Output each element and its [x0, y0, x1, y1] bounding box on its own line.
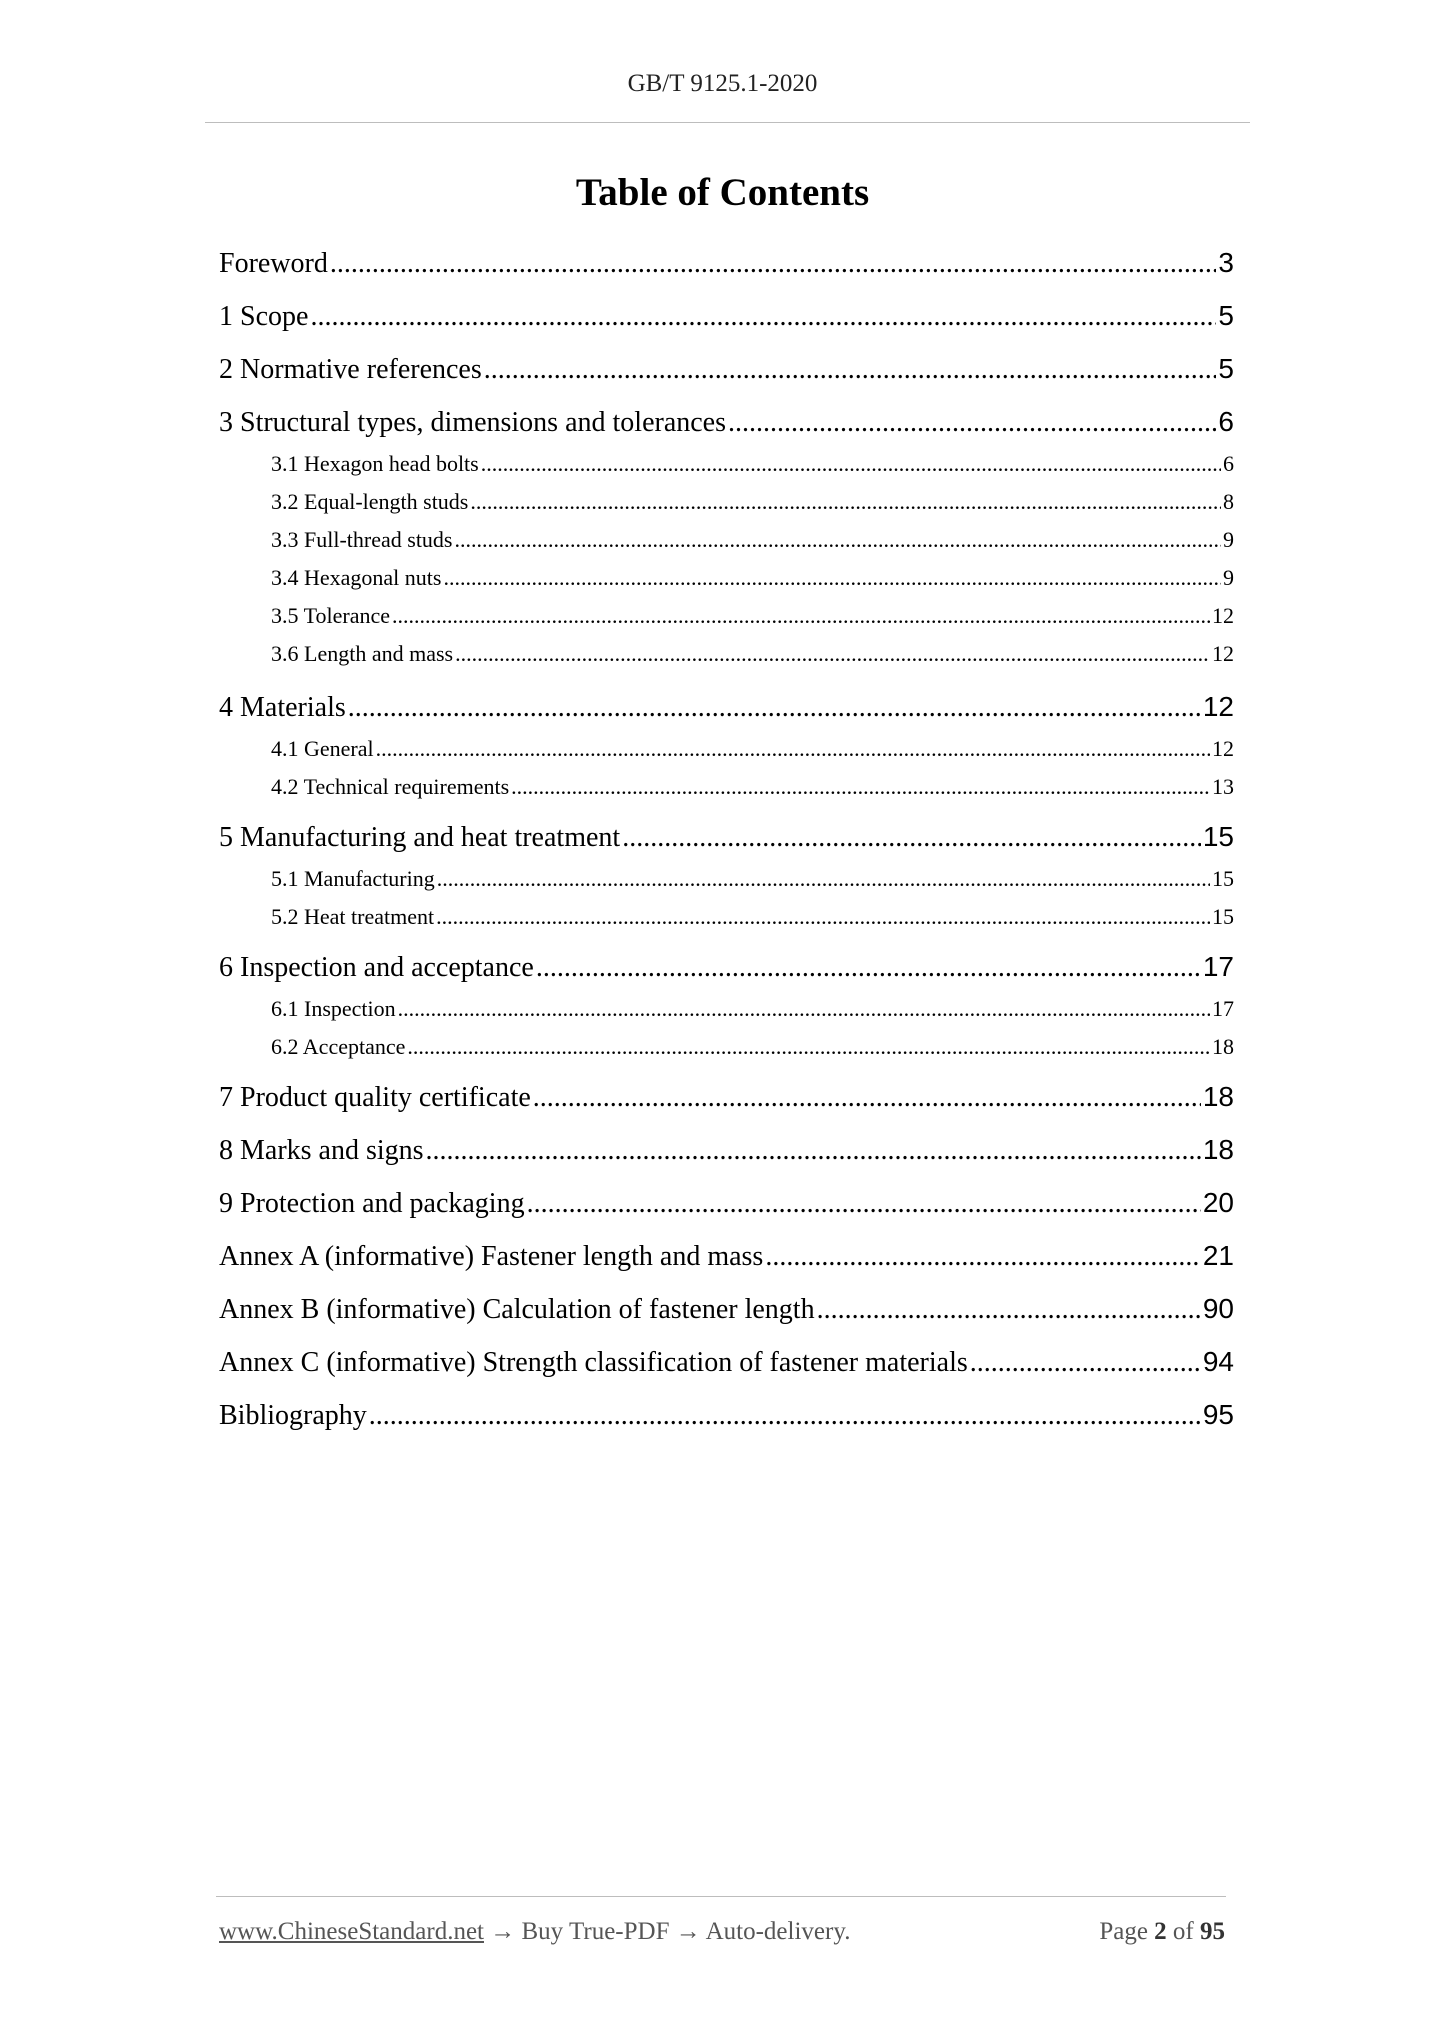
toc-entry-page: 15 [1212, 866, 1234, 891]
page-indicator [1099, 1918, 1225, 1946]
toc-entry-label: 3.4 Hexagonal nuts [271, 565, 442, 590]
toc-entry-page: 12 [1212, 736, 1234, 761]
toc-entry-page: 94 [1202, 1346, 1234, 1377]
toc-entry-page: 18 [1202, 1081, 1234, 1112]
toc-entry-label: 5 Manufacturing and heat treatment [219, 822, 621, 853]
toc-entry-label: 4.1 General [271, 736, 374, 761]
toc-dot-leader [765, 1241, 1201, 1273]
toc-entry-page: 20 [1202, 1187, 1234, 1218]
toc-entry-label: Annex C (informative) Strength classification of fastener materials [219, 1347, 968, 1378]
toc-entry-general[interactable] [271, 736, 1234, 762]
toc-entry-page: 12 [1212, 641, 1234, 666]
footer-divider [216, 1896, 1226, 1897]
toc-entry-page: 15 [1202, 821, 1234, 852]
toc-dot-leader [470, 489, 1221, 515]
toc-entry-page: 5 [1218, 300, 1234, 331]
toc-entry-label: 2 Normative references [219, 354, 482, 385]
toc-dot-leader [728, 407, 1216, 439]
toc-entry-materials[interactable] [219, 691, 1234, 724]
toc-entry-label: 5.1 Manufacturing [271, 866, 435, 891]
toc-dot-leader [536, 952, 1201, 984]
toc-dot-leader [511, 774, 1210, 800]
header-divider [205, 122, 1250, 123]
page-prefix: Page [1099, 1918, 1148, 1945]
toc-entry-label: 6.2 Acceptance [271, 1034, 406, 1059]
toc-dot-leader [407, 1034, 1210, 1060]
toc-dot-leader [533, 1082, 1201, 1114]
toc-entry-page: 18 [1212, 1034, 1234, 1059]
toc-entry-label: 4.2 Technical requirements [271, 774, 510, 799]
toc-dot-leader [369, 1400, 1201, 1432]
toc-entry-page: 6 [1218, 406, 1234, 437]
toc-entry-page: 6 [1223, 451, 1234, 476]
toc-dot-leader [398, 996, 1210, 1022]
toc-entry-normative-references[interactable] [219, 353, 1234, 386]
toc-entry-length-and-mass[interactable] [271, 641, 1234, 667]
toc-entry-annex-c[interactable] [219, 1346, 1234, 1379]
toc-dot-leader [437, 866, 1210, 892]
page-footer [219, 1918, 1225, 1946]
toc-entry-label: Foreword [219, 248, 328, 279]
toc-entry-acceptance[interactable] [271, 1034, 1234, 1060]
toc-entry-product-quality-certificate[interactable] [219, 1081, 1234, 1114]
toc-entry-page: 15 [1212, 904, 1234, 929]
page-of: of [1172, 1918, 1194, 1945]
toc-entry-page: 21 [1202, 1240, 1234, 1271]
toc-entry-page: 17 [1212, 996, 1234, 1021]
footer-promo [219, 1918, 850, 1946]
toc-entry-label: 3.3 Full-thread studs [271, 527, 453, 552]
toc-entry-annex-b[interactable] [219, 1293, 1234, 1326]
toc-dot-leader [376, 736, 1210, 762]
toc-entry-structural-types[interactable] [219, 406, 1234, 439]
toc-entry-hexagonal-nuts[interactable] [271, 565, 1234, 591]
toc-dot-leader [443, 565, 1221, 591]
toc-entry-label: 1 Scope [219, 301, 309, 332]
toc-entry-full-thread-studs[interactable] [271, 527, 1234, 553]
toc-entry-label: 3.5 Tolerance [271, 603, 391, 628]
toc-entry-label: 9 Protection and packaging [219, 1188, 525, 1219]
toc-entry-scope[interactable] [219, 300, 1234, 333]
toc-entry-label: Annex A (informative) Fastener length and mass [219, 1241, 764, 1272]
toc-entry-marks-and-signs[interactable] [219, 1134, 1234, 1167]
toc-dot-leader [481, 451, 1221, 477]
toc-entry-bibliography[interactable] [219, 1399, 1234, 1432]
toc-entry-manufacturing-heat-treatment[interactable] [219, 821, 1234, 854]
toc-dot-leader [622, 822, 1201, 854]
toc-entry-page: 12 [1202, 691, 1234, 722]
toc-dot-leader [455, 641, 1210, 667]
website-link[interactable]: www.ChineseStandard.net [219, 1918, 484, 1945]
toc-entry-page: 17 [1202, 951, 1234, 982]
toc-entry-label: 7 Product quality certificate [219, 1082, 531, 1113]
toc-entry-label: 3 Structural types, dimensions and tolerances [219, 407, 726, 438]
toc-dot-leader [484, 354, 1217, 386]
toc-entry-label: 6.1 Inspection [271, 996, 396, 1021]
toc-dot-leader [817, 1294, 1201, 1326]
toc-entry-label: 3.6 Length and mass [271, 641, 454, 666]
toc-dot-leader [527, 1188, 1201, 1220]
toc-entry-page: 3 [1218, 247, 1234, 278]
toc-dot-leader [426, 1135, 1201, 1167]
toc-entry-label: 3.1 Hexagon head bolts [271, 451, 479, 476]
toc-entry-protection-packaging[interactable] [219, 1187, 1234, 1220]
toc-entry-page: 90 [1202, 1293, 1234, 1324]
toc-dot-leader [970, 1347, 1201, 1379]
toc-entry-label: 3.2 Equal-length studs [271, 489, 469, 514]
toc-entry-manufacturing[interactable] [271, 866, 1234, 892]
toc-dot-leader [348, 692, 1201, 724]
toc-entry-page: 13 [1212, 774, 1234, 799]
toc-entry-label: 4 Materials [219, 692, 346, 723]
toc-dot-leader [330, 248, 1217, 280]
running-header: GB/T 9125.1-2020 [627, 70, 818, 97]
toc-entry-page: 18 [1202, 1134, 1234, 1165]
toc-entry-label: 6 Inspection and acceptance [219, 952, 534, 983]
toc-dot-leader [455, 527, 1222, 553]
toc-entry-label: 5.2 Heat treatment [271, 904, 435, 929]
toc-entry-label: 8 Marks and signs [219, 1135, 424, 1166]
page-title: Table of Contents [575, 171, 870, 214]
footer-tagline: → Buy True-PDF → Auto-delivery. [484, 1918, 851, 1945]
toc-entry-page: 8 [1223, 489, 1234, 514]
current-page-number: 2 [1154, 1918, 1167, 1945]
toc-entry-technical-requirements[interactable] [271, 774, 1234, 800]
toc-entry-foreword[interactable] [219, 247, 1234, 280]
toc-entry-annex-a[interactable] [219, 1240, 1234, 1273]
toc-entry-label: Annex B (informative) Calculation of fastener length [219, 1294, 815, 1325]
toc-entry-hexagon-head-bolts[interactable] [271, 451, 1234, 477]
toc-entry-equal-length-studs[interactable] [271, 489, 1234, 515]
toc-dot-leader [392, 603, 1210, 629]
toc-dot-leader [436, 904, 1210, 930]
total-page-count: 95 [1200, 1918, 1225, 1945]
toc-entry-page: 95 [1202, 1399, 1234, 1430]
toc-entry-heat-treatment[interactable] [271, 904, 1234, 930]
toc-entry-page: 12 [1212, 603, 1234, 628]
toc-entry-page: 9 [1223, 527, 1234, 552]
toc-entry-tolerance[interactable] [271, 603, 1234, 629]
toc-entry-page: 5 [1218, 353, 1234, 384]
toc-dot-leader [310, 301, 1216, 333]
toc-entry-inspection-acceptance[interactable] [219, 951, 1234, 984]
toc-entry-page: 9 [1223, 565, 1234, 590]
toc-entry-label: Bibliography [219, 1400, 367, 1431]
toc-entry-inspection[interactable] [271, 996, 1234, 1022]
